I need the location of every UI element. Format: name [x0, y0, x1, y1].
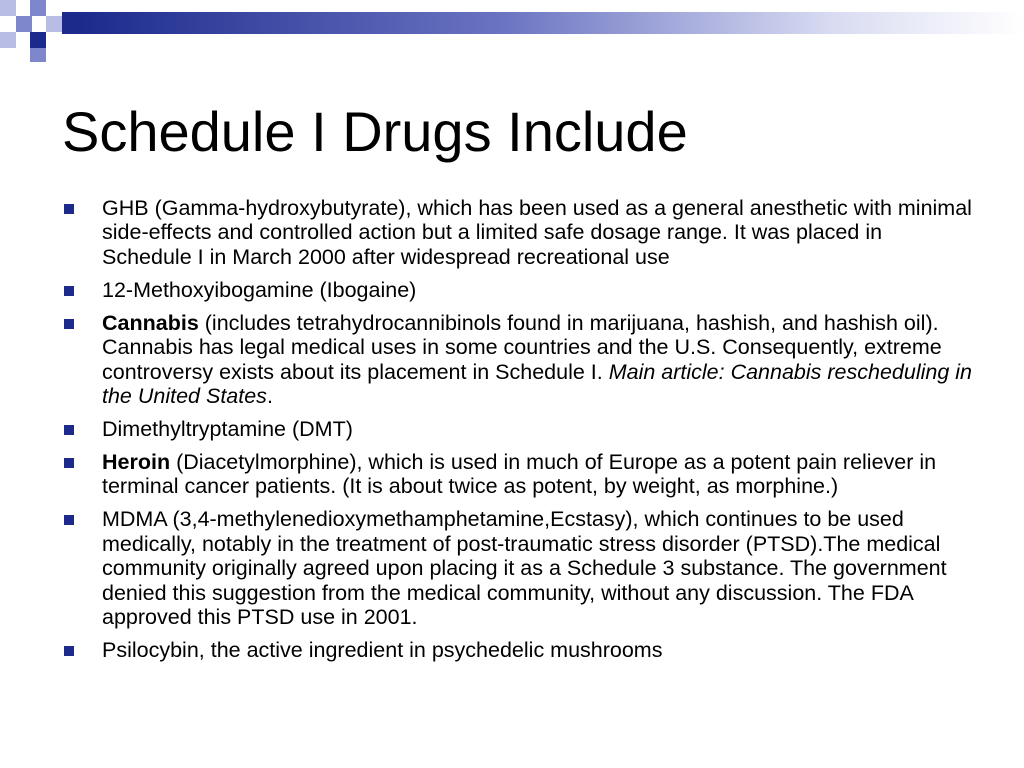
bullet-body: (Diacetylmorphine), which is used in much of Europe as a potent pain reliever in terminal cancer patients. (It is about twice as potent, by weight, as morphine.): [102, 450, 937, 499]
bullet-list: [62, 196, 972, 671]
header-decoration: [0, 0, 1024, 64]
bullet-item-cannabis: [62, 311, 972, 409]
decor-square-7: [0, 32, 16, 48]
square-bullet-icon: [64, 319, 74, 329]
decor-square-5: [46, 16, 62, 32]
bullet-body: 12-Methoxyibogamine (Ibogaine): [102, 277, 417, 302]
bullet-text: [102, 417, 972, 441]
decor-square-8: [30, 32, 46, 48]
bullet-body: Psilocybin, the active ingredient in psychedelic mushrooms: [102, 638, 663, 663]
bullet-text: [102, 638, 972, 662]
bullet-text: [102, 278, 972, 302]
square-bullet-icon: [64, 458, 74, 468]
bullet-suffix: .: [266, 384, 273, 409]
decor-square-6: [62, 12, 78, 34]
gradient-band: [78, 12, 1024, 34]
bullet-item-heroin: [62, 450, 972, 499]
bullet-item-ibogaine: [62, 278, 972, 302]
bullet-italic-link: Main article: Cannabis rescheduling in the United States: [102, 359, 973, 409]
decor-square-9: [30, 48, 46, 62]
square-bullet-icon: [64, 425, 74, 435]
bullet-text: [102, 507, 972, 629]
bullet-item-ghb: [62, 196, 972, 269]
bullet-body: Dimethyltryptamine (DMT): [102, 417, 353, 442]
bullet-bold: Cannabis: [102, 310, 199, 335]
bullet-body: GHB (Gamma-hydroxybutyrate), which has been used as a general anesthetic with minimal side-effects and controlled action but a limited safe dosage range. It was placed in Schedule I in March 2000 after widespread recreational use: [102, 196, 972, 269]
bullet-text: [102, 450, 972, 499]
bullet-body: (includes tetrahydrocannibinols found in marijuana, hashish, and hashish oil). Cannabis has legal medical uses in some countries and the U.S. Consequently, extreme controversy exists about its placement in Schedule I.: [102, 310, 942, 384]
bullet-text: [102, 196, 972, 269]
decor-square-2: [30, 0, 46, 16]
square-bullet-icon: [64, 286, 74, 296]
bullet-bold: Heroin: [102, 450, 171, 475]
decor-square-1: [0, 0, 16, 16]
bullet-item-dmt: [62, 417, 972, 441]
decor-square-4: [16, 16, 32, 32]
bullet-item-mdma: [62, 507, 972, 629]
slide-title: Schedule I Drugs Include: [62, 100, 688, 163]
square-bullet-icon: [64, 646, 74, 656]
square-bullet-icon: [64, 204, 74, 214]
bullet-item-psilocybin: [62, 638, 972, 662]
bullet-body: MDMA (3,4-methylenedioxymethamphetamine,Ecstasy), which continues to be used medically, notably in the treatment of post-traumatic stress disorder (PTSD).The medical community originally agreed upon placing it as a Schedule 3 substance. The government denied this suggestion from the medical community, without any discussion. The FDA approved this PTSD use in 2001.: [102, 507, 947, 630]
decor-square-3: [46, 0, 62, 16]
square-bullet-icon: [64, 515, 74, 525]
bullet-text: [102, 311, 972, 409]
